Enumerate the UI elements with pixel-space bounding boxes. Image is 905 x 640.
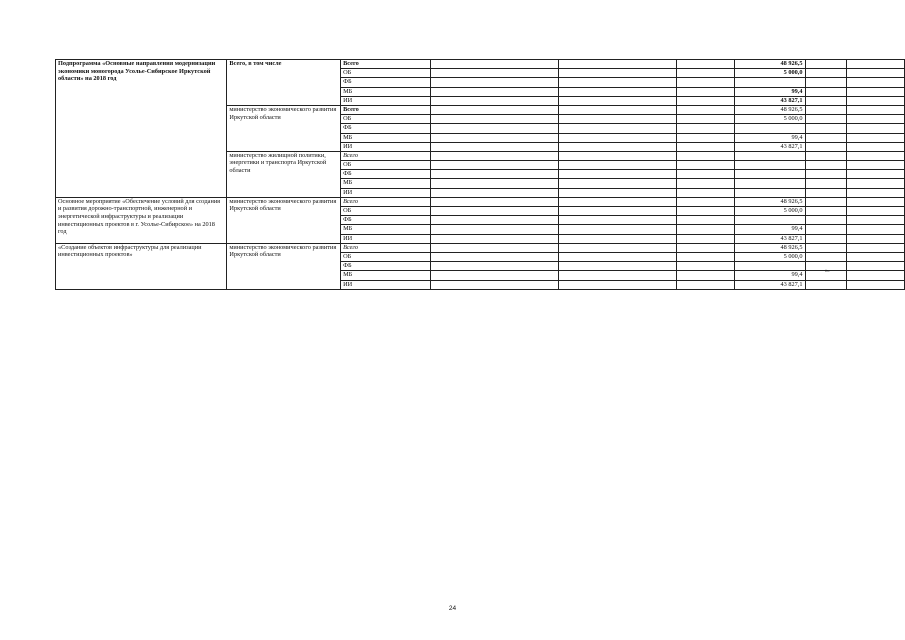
empty-cell	[558, 216, 676, 225]
empty-cell	[805, 133, 847, 142]
empty-cell	[558, 69, 676, 78]
empty-cell	[676, 69, 734, 78]
funding-source-cell: ОБ	[341, 207, 431, 216]
amount-cell	[734, 170, 805, 179]
funding-source-cell: Всего	[341, 197, 431, 206]
amount-cell	[734, 188, 805, 197]
executor-cell: министерство экономического развития Иркутской области	[227, 243, 341, 289]
empty-cell	[847, 133, 905, 142]
amount-cell: 43 827,1	[734, 142, 805, 151]
empty-cell	[431, 96, 558, 105]
empty-cell	[676, 133, 734, 142]
empty-cell	[676, 188, 734, 197]
funding-source-cell: ФБ	[341, 216, 431, 225]
funding-source-cell: Всего	[341, 151, 431, 160]
empty-cell	[431, 262, 558, 271]
funding-source-cell: МБ	[341, 271, 431, 280]
empty-cell	[558, 115, 676, 124]
executor-cell: Всего, в том числе	[227, 60, 341, 106]
empty-cell	[558, 87, 676, 96]
empty-cell	[676, 197, 734, 206]
executor-cell: министерство жилищной политики, энергетики и транспорта Иркутской области	[227, 151, 341, 197]
empty-cell	[805, 87, 847, 96]
amount-cell: 99,4	[734, 225, 805, 234]
funding-source-cell: МБ	[341, 179, 431, 188]
empty-cell	[676, 78, 734, 87]
empty-cell	[431, 115, 558, 124]
empty-cell	[847, 216, 905, 225]
empty-cell	[676, 225, 734, 234]
amount-cell: 99,4	[734, 87, 805, 96]
empty-cell	[847, 252, 905, 261]
empty-cell	[431, 216, 558, 225]
table-row	[56, 60, 905, 69]
empty-cell	[431, 124, 558, 133]
empty-cell	[558, 78, 676, 87]
empty-cell	[676, 234, 734, 243]
empty-cell	[431, 280, 558, 289]
empty-cell	[558, 271, 676, 280]
empty-cell	[431, 151, 558, 160]
empty-cell	[847, 280, 905, 289]
funding-source-cell: ФБ	[341, 78, 431, 87]
empty-cell	[676, 115, 734, 124]
empty-cell	[676, 280, 734, 289]
amount-cell: 48 926,5	[734, 243, 805, 252]
empty-cell	[847, 115, 905, 124]
empty-cell	[558, 151, 676, 160]
funding-source-cell: Всего	[341, 105, 431, 114]
empty-cell	[558, 170, 676, 179]
amount-cell: 99,4	[734, 133, 805, 142]
empty-cell	[805, 96, 847, 105]
empty-cell	[558, 105, 676, 114]
empty-cell	[431, 142, 558, 151]
funding-source-cell: Всего	[341, 243, 431, 252]
empty-cell	[431, 133, 558, 142]
empty-cell	[676, 96, 734, 105]
empty-cell	[847, 271, 905, 280]
funding-source-cell: ФБ	[341, 170, 431, 179]
empty-cell	[431, 60, 558, 69]
empty-cell	[805, 252, 847, 261]
empty-cell	[847, 124, 905, 133]
empty-cell	[558, 133, 676, 142]
empty-cell	[847, 234, 905, 243]
empty-cell	[676, 105, 734, 114]
empty-cell	[847, 262, 905, 271]
empty-cell	[847, 151, 905, 160]
empty-cell	[805, 216, 847, 225]
amount-cell: 5 000,0	[734, 207, 805, 216]
funding-source-cell: ОБ	[341, 69, 431, 78]
funding-source-cell: ИИ	[341, 280, 431, 289]
empty-cell	[805, 280, 847, 289]
empty-cell	[431, 87, 558, 96]
empty-cell	[558, 280, 676, 289]
empty-cell	[431, 207, 558, 216]
empty-cell	[847, 142, 905, 151]
empty-cell	[431, 78, 558, 87]
empty-cell	[558, 124, 676, 133]
empty-cell	[431, 188, 558, 197]
funding-source-cell: ОБ	[341, 161, 431, 170]
empty-cell	[805, 207, 847, 216]
event-name-cell: Подпрограмма «Основные направления модернизации экономики моногорода Усолье-Сибирское Иркутской области» на 2018 год	[56, 60, 227, 198]
empty-cell	[805, 225, 847, 234]
empty-cell	[847, 197, 905, 206]
empty-cell	[558, 252, 676, 261]
empty-cell	[805, 60, 847, 69]
empty-cell	[558, 207, 676, 216]
empty-cell	[847, 188, 905, 197]
empty-cell	[805, 188, 847, 197]
empty-cell	[676, 179, 734, 188]
empty-cell	[676, 243, 734, 252]
empty-cell	[847, 170, 905, 179]
empty-cell	[805, 105, 847, 114]
empty-cell	[805, 170, 847, 179]
funding-source-cell: ИИ	[341, 188, 431, 197]
empty-cell	[676, 170, 734, 179]
empty-cell	[847, 243, 905, 252]
empty-cell	[431, 252, 558, 261]
empty-cell	[431, 69, 558, 78]
empty-cell	[676, 216, 734, 225]
empty-cell	[431, 105, 558, 114]
empty-cell	[805, 179, 847, 188]
empty-cell	[847, 161, 905, 170]
amount-cell	[734, 262, 805, 271]
amount-cell: 99,4	[734, 271, 805, 280]
empty-cell	[805, 78, 847, 87]
amount-cell	[734, 179, 805, 188]
budget-table-body	[56, 60, 905, 290]
empty-cell	[558, 142, 676, 151]
empty-cell	[805, 142, 847, 151]
empty-cell	[847, 69, 905, 78]
funding-source-cell: ОБ	[341, 115, 431, 124]
closing-quote-mark: ».	[825, 267, 830, 274]
funding-source-cell: ИИ	[341, 96, 431, 105]
empty-cell	[676, 161, 734, 170]
empty-cell	[431, 170, 558, 179]
funding-source-cell: ФБ	[341, 124, 431, 133]
empty-cell	[676, 207, 734, 216]
empty-cell	[431, 197, 558, 206]
empty-cell	[676, 252, 734, 261]
empty-cell	[558, 188, 676, 197]
empty-cell	[558, 179, 676, 188]
empty-cell	[676, 271, 734, 280]
amount-cell: 48 926,5	[734, 197, 805, 206]
funding-source-cell: МБ	[341, 225, 431, 234]
empty-cell	[805, 151, 847, 160]
empty-cell	[676, 87, 734, 96]
funding-source-cell: МБ	[341, 87, 431, 96]
empty-cell	[431, 161, 558, 170]
funding-source-cell: ИИ	[341, 142, 431, 151]
empty-cell	[847, 179, 905, 188]
amount-cell	[734, 78, 805, 87]
amount-cell: 5 000,0	[734, 115, 805, 124]
funding-source-cell: ФБ	[341, 262, 431, 271]
empty-cell	[676, 60, 734, 69]
empty-cell	[805, 243, 847, 252]
empty-cell	[558, 243, 676, 252]
funding-source-cell: МБ	[341, 133, 431, 142]
empty-cell	[805, 197, 847, 206]
amount-cell: 5 000,0	[734, 69, 805, 78]
amount-cell: 43 827,1	[734, 234, 805, 243]
empty-cell	[847, 60, 905, 69]
empty-cell	[805, 234, 847, 243]
empty-cell	[431, 179, 558, 188]
empty-cell	[847, 78, 905, 87]
empty-cell	[558, 96, 676, 105]
empty-cell	[847, 207, 905, 216]
event-name-cell: Основное мероприятие «Обеспечение условий для создания и развития дорожно-транспортной, инженерной и энергетической инфраструктуры и реализации инвестиционных проектов в г. Усолье-Сибирское» на 2018 год	[56, 197, 227, 243]
budget-table	[55, 59, 905, 290]
amount-cell	[734, 151, 805, 160]
amount-cell: 5 000,0	[734, 252, 805, 261]
empty-cell	[431, 234, 558, 243]
amount-cell: 43 827,1	[734, 96, 805, 105]
empty-cell	[558, 197, 676, 206]
empty-cell	[847, 87, 905, 96]
empty-cell	[805, 161, 847, 170]
executor-cell: министерство экономического развития Иркутской области	[227, 105, 341, 151]
empty-cell	[805, 69, 847, 78]
amount-cell: 48 926,5	[734, 60, 805, 69]
page-number: 24	[448, 605, 457, 612]
table-row	[56, 243, 905, 252]
empty-cell	[847, 225, 905, 234]
empty-cell	[431, 225, 558, 234]
empty-cell	[847, 105, 905, 114]
empty-cell	[676, 262, 734, 271]
empty-cell	[805, 124, 847, 133]
empty-cell	[431, 271, 558, 280]
funding-source-cell: Всего	[341, 60, 431, 69]
empty-cell	[676, 151, 734, 160]
empty-cell	[558, 234, 676, 243]
event-name-cell: «Создание объектов инфраструктуры для реализации инвестиционных проектов»	[56, 243, 227, 289]
empty-cell	[847, 96, 905, 105]
amount-cell	[734, 124, 805, 133]
empty-cell	[676, 142, 734, 151]
empty-cell	[805, 115, 847, 124]
executor-cell: министерство экономического развития Иркутской области	[227, 197, 341, 243]
empty-cell	[676, 124, 734, 133]
empty-cell	[558, 60, 676, 69]
amount-cell	[734, 216, 805, 225]
empty-cell	[558, 225, 676, 234]
empty-cell	[431, 243, 558, 252]
amount-cell: 43 827,1	[734, 280, 805, 289]
funding-source-cell: ИИ	[341, 234, 431, 243]
amount-cell: 48 926,5	[734, 105, 805, 114]
funding-source-cell: ОБ	[341, 252, 431, 261]
empty-cell	[558, 262, 676, 271]
amount-cell	[734, 161, 805, 170]
table-row	[56, 197, 905, 206]
empty-cell	[558, 161, 676, 170]
